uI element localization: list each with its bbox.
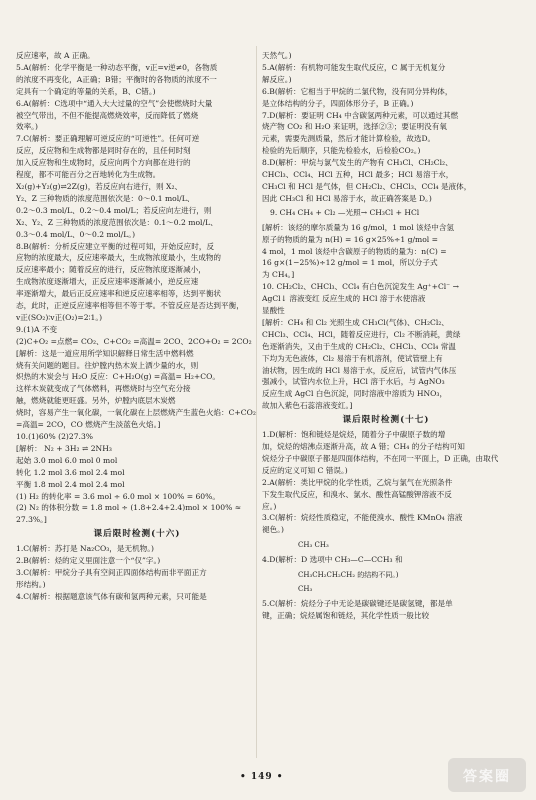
answer-line: 下发生取代反应，和溴水、氯水、酸性高锰酸钾溶液不反: [262, 489, 452, 499]
answer-line: 8.D(解析：甲烷与氯气发生的产物有 CH₃Cl、CH₂Cl₂、: [262, 158, 453, 168]
answer-line: 因此 CH₃Cl 和 HCl 易溶于水，故正确答案是 D。): [262, 193, 432, 203]
answer-line: 解反应。): [262, 74, 292, 84]
answer-line: 下均为无色液体，Cl₂ 易溶于有机溶剂，使试管壁上有: [262, 353, 443, 363]
answer-line: 转化 1.2 mol 3.6 mol 2.4 mol: [16, 467, 125, 477]
struct-mid: CH₃CH₂CH₂CH₂ 的结构不同。): [298, 571, 399, 580]
answer-line: Y₂、Z 三种物质的浓度范围依次是：0～0.1 mol/L、: [16, 193, 195, 203]
left-answer-lines: [16, 50, 258, 526]
answer-line: 反应速率，故 A 正确。: [16, 51, 95, 60]
answer-line: [解析： N₂ + 3H₂ ⇌ 2NH₃: [16, 443, 112, 453]
answer-line: 是立体结构的分子，四面体形分子，B 正确。): [262, 98, 414, 108]
answer-line: 触，燃烧就能更旺盛。另外，炉膛内底层木炭燃: [16, 396, 176, 406]
answer-line: (2)C+O₂ =点燃= CO₂、C+CO₂ =高温= 2CO、2CO+O₂ = 2CO₂: [16, 336, 252, 346]
answer-line: AgCl↓ 溶液变红 反应生成的 HCl 溶于水使溶液: [262, 294, 426, 304]
right-answer-lines: [262, 50, 510, 205]
answer-line: 16 g×(1−25%)÷12 g/mol = 1 mol，所以分子式: [262, 258, 438, 268]
answer-line: 应物的浓度最大，反应速率最大，生成物浓度最小，生成物的: [16, 253, 222, 263]
answer-line: 5.C(解析：烷烃分子中无论是碳碳键还是碳氢键，都是单: [262, 599, 453, 609]
methane-chlorination-formula: 9. CH₄ CH₄ + Cl₂ —光照→ CH₃Cl + HCl: [270, 207, 420, 217]
answer-line: 键，正确；烷烃属饱和链烃，其化学性质一般比较: [262, 611, 430, 621]
answer-line: 6.B(解析：它相当于甲烷的二氯代物，没有同分异构体，: [262, 86, 453, 96]
answer-line: X₂、Y₂、Z 三种物质的浓度范围依次是：0.1～0.2 mol/L、: [16, 217, 218, 227]
item4-line: 4.D(解析：D 选项中 CH₃—C—CCH₃ 和: [262, 555, 403, 565]
answer-line: =高温= 2CO，CO 燃烧产生淡蓝色火焰。]: [16, 420, 161, 430]
answer-line: 1.C(解析：苏打是 Na₂CO₃，是无机物。): [16, 544, 155, 554]
answer-line: 这样木炭就变成了气体燃料，再燃烧时与空气充分接: [16, 384, 191, 394]
right-column: [262, 50, 510, 622]
answer-line: 反应，反应物和生成物都是同时存在的，且任何时刻: [16, 146, 191, 156]
answer-line: 率逐渐增大，最后正反应速率和逆反应速率相等，达到平衡状: [16, 289, 222, 299]
answer-line: 效率。): [16, 122, 38, 132]
answer-line: 反应的定义可知 C 错误。): [262, 465, 348, 475]
answer-line: 强减小，试管内水位上升，HCl 溶于水后，与 AgNO₃: [262, 377, 445, 387]
answer-line: 定具有一个确定的等量的关系，B、C错。): [16, 86, 156, 96]
left-column: [16, 50, 258, 603]
answer-line: 5.A(解析：有机物可能发生取代反应，C 属于无机复分: [262, 62, 446, 72]
answer-line: [解析：CH₄ 和 Cl₂ 光照生成 CH₃Cl(气体)、CH₂Cl₂、: [262, 317, 449, 327]
answer-line: 检验的先后顺序，只能先检验水，后检验CO₂。): [262, 146, 421, 156]
answer-line: 原子的物质的量为 n(H) = 16 g×25%÷1 g/mol =: [262, 234, 438, 244]
answer-line: 4.C(解析：根据题意该气体有碳和氢两种元素，只可能是: [16, 591, 207, 601]
answer-line: 褪色。): [262, 525, 284, 535]
answer-line: 天然气。): [262, 51, 292, 60]
answer-line: 烧时，容易产生一氧化碳，一氧化碳在上层燃烧产生蓝色火焰：C+CO₂: [16, 408, 256, 418]
answer-line: 10. CH₂Cl₂、CHCl₃、CCl₄ 有白色沉淀发生 Ag⁺+Cl⁻ →: [262, 282, 459, 292]
answer-line: 生成物浓度逐渐增大，正反应速率逐渐减小，逆反应速: [16, 277, 199, 287]
answer-line: 1.D(解析：饱和链烃是烷烃，随着分子中碳原子数的增: [262, 430, 446, 440]
answer-line: 形结构。): [16, 579, 46, 589]
answer-line: 色逐渐消失，又由于生成的 CH₂Cl₂、CHCl₃、CCl₄ 常温: [262, 341, 456, 351]
answer-line: 9.(1)A 不变: [16, 324, 58, 334]
item5-lines: [262, 598, 510, 622]
answer-line: 6.A(解析：C选项中“通入大大过量的空气”会使燃烧时大量: [16, 98, 213, 108]
answer-line: 态，此时，正逆反应速率相等但不等于零。不管反应是否达到平衡，: [16, 301, 244, 311]
answer-line: 0.2～0.3 mol/L、0.2～0.4 mol/L；若反应向左进行，则: [16, 205, 212, 215]
page-number: • 149 •: [240, 772, 284, 782]
answer-line: 2.B(解析：烃的定义里面注意一个“仅”字。): [16, 556, 161, 566]
answer-line: CH₃Cl 和 HCl 是气体，但 CH₂Cl₂、CHCl₃、CCl₄ 是液体，: [262, 181, 472, 191]
answer-line: [解析：这是一道应用所学知识解释日常生活中燃料燃: [16, 348, 194, 358]
answer-line: 为 CH₄。]: [262, 270, 295, 280]
section-title-16: 课后限时检测(十六): [93, 529, 181, 540]
answer-line: [解析：该烃的摩尔质量为 16 g/mol，1 mol 该烃中含氢: [262, 222, 455, 232]
section-title-17: 课后限时检测(十七): [342, 415, 430, 426]
answer-line: 0.3～0.4 mol/L、0～0.2 mol/L。): [16, 229, 136, 239]
answer-line: 被空气带出，不但不能提高燃烧效率，反而降低了燃烧: [16, 110, 199, 120]
answer-line: 烧产物 CO₂ 和 H₂O 来证明，选择②③；要证明没有氧: [262, 122, 447, 132]
answer-line: 平衡 1.8 mol 2.4 mol 2.4 mol: [16, 479, 125, 489]
answer-line: v正(SO₂)∶v正(O₂)=2∶1。): [16, 312, 103, 322]
answer-line: 加入反应物和生成物时，反应向两个方向都在进行的: [16, 158, 191, 168]
answer-line: 的浓度不再变化，A正确；B错；平衡时的各物质的浓度不一: [16, 74, 217, 84]
answer-line: 起始 3.0 mol 6.0 mol 0 mol: [16, 455, 118, 465]
section-16-items: [16, 543, 258, 603]
answer-line: 炽热的木炭会与 H₂O 反应：C+H₂O(g) =高温= H₂+CO。: [16, 372, 220, 382]
answer-line: 2.A(解析：类比甲烷的化学性质，乙烷与氯气在光照条件: [262, 477, 453, 487]
answer-line: 反应生成 AgCl 白色沉淀，同时溶液中溶质为 HNO₃，: [262, 389, 448, 399]
section-17-items: [262, 429, 510, 536]
answer-line: 7.D(解析：要证明 CH₄ 中含碳氢两种元素，可以通过其燃: [262, 110, 459, 120]
answer-line: 元素，需要先测质量，然后才能计算检验，故选D。: [262, 134, 436, 144]
answer-line: 油状物，因生成的 HCl 易溶于水，反应后，试管内气体压: [262, 365, 457, 375]
answer-line: 4 mol，1 mol 该烃中含碳原子的物质的量为：n(C) =: [262, 246, 447, 256]
answer-line: 烧有关问题的题目。往炉膛内热木炭上洒少量的水，则: [16, 360, 199, 370]
answer-line: CHCl₃、CCl₄、HCl，随着反应进行，Cl₂ 不断消耗，黄绿: [262, 329, 461, 339]
answer-line: 3.C(解析：甲烷分子具有空间正四面体结构而非平面正方: [16, 567, 207, 577]
answer-line: 10.(1)60% (2)27.3%: [16, 432, 94, 441]
answer-line: 27.3%。]: [16, 515, 47, 525]
answer-line: CHCl₃、CCl₄、HCl 五种，HCl 最多；HCl 易溶于水，: [262, 170, 454, 180]
answer-line: (2) N₂ 的体积分数 = 1.8 mol ÷ (1.8+2.4+2.4)mol × 100% ≈: [16, 503, 242, 513]
answer-line: 烷烃分子中碳原子都是四面体结构，不在同一平面上，D 正确，由取代: [262, 453, 499, 463]
answer-line: 7.C(解析：要正确理解可逆反应的“可逆性”。任何可逆: [16, 134, 200, 144]
answer-line: (1) H₂ 的转化率 = 3.6 mol ÷ 6.0 mol × 100% = 60%。: [16, 491, 220, 501]
watermark-text: 答案圈: [463, 769, 511, 785]
answer-line: 显酸性: [262, 306, 285, 316]
answer-line: 应。): [262, 501, 277, 511]
answer-line: 加，烷烃的熔沸点逐渐升高，故 A 错；CH₄ 的分子结构可知: [262, 442, 465, 451]
struct-top: CH₃ CH₃: [298, 541, 329, 550]
right-answer-lines-2: [262, 222, 510, 413]
answer-line: 程度，都不可能百分之百地转化为生成物。: [16, 170, 161, 180]
answer-line: 故加入紫色石蕊溶液变红。]: [262, 401, 353, 411]
answer-line: 3.C(解析：烷烃性质稳定，不能使溴水、酸性 KMnO₄ 溶液: [262, 513, 463, 523]
answer-line: 8.B(解析：分析反应建立平衡的过程可知，开始反应时，反: [16, 241, 215, 251]
answer-line: X₂(g)+Y₂(g)⇌2Z(g)，若反应向右进行，则 X₂、: [16, 181, 183, 191]
answer-line: 5.A(解析：化学平衡是一种动态平衡，v正=v逆≠0，各物质: [16, 62, 218, 72]
answer-line: 反应速率最小；随着反应的进行，反应物浓度逐渐减小，: [16, 265, 206, 275]
struct-bottom: CH₃: [298, 585, 313, 594]
